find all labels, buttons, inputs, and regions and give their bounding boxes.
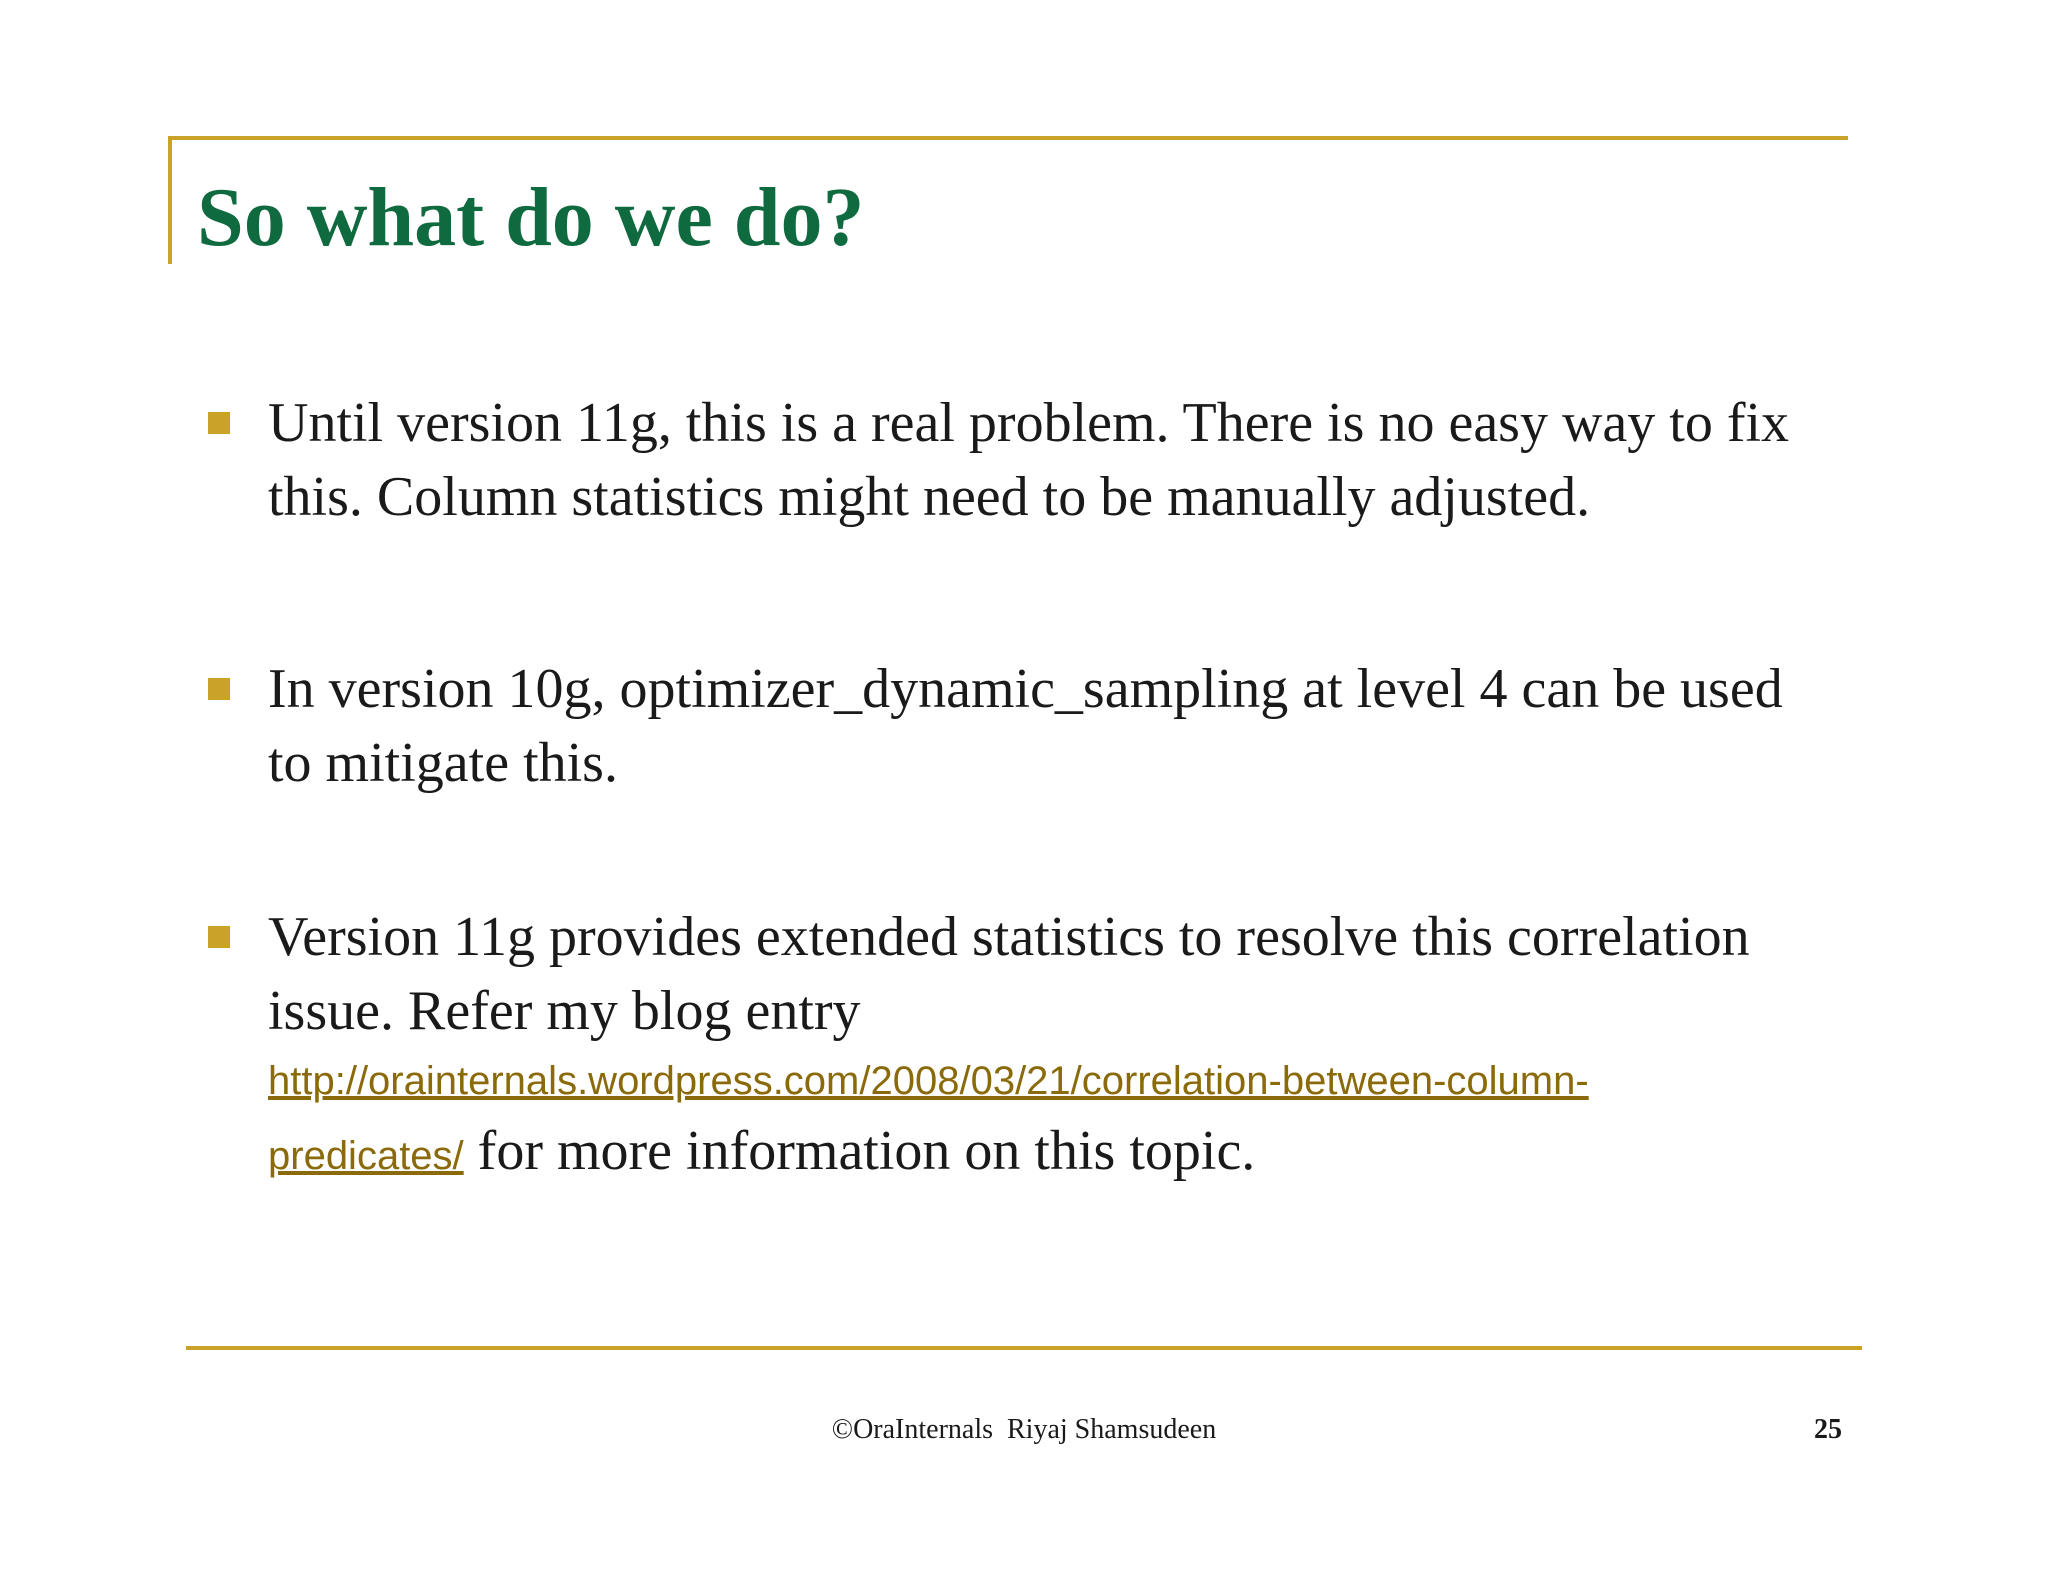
title-left-rule [168, 136, 172, 264]
bullet-text-after-link: for more information on this topic. [463, 1120, 1256, 1182]
blog-link-continued[interactable]: predicates/ [268, 1134, 464, 1178]
bullet-text [268, 900, 1838, 1189]
footer-copyright: ©OraInternals Riyaj Shamsudeen [831, 1414, 1217, 1445]
blog-link[interactable]: http://orainternals.wordpress.com/2008/03/21/correlation-between-column- [268, 1059, 1589, 1103]
square-bullet-icon [208, 678, 230, 700]
square-bullet-icon [208, 412, 230, 434]
square-bullet-icon [208, 926, 230, 948]
footer-rule [186, 1346, 1862, 1350]
bullet-text: In version 10g, optimizer_dynamic_sampling at level 4 can be used to mitigate this. [268, 658, 1783, 794]
bullet-list [208, 0, 1848, 1300]
bullet-text: Until version 11g, this is a real problem. There is no easy way to fix this. Column statistics might need to be manually adjusted. [268, 392, 1790, 528]
page-number: 25 [1814, 1414, 1842, 1445]
slide-title: So what do we do? [197, 171, 865, 264]
bullet-text-before-link: Version 11g provides extended statistics to resolve this correlation issue. Refer my blog entry [268, 906, 1750, 1042]
